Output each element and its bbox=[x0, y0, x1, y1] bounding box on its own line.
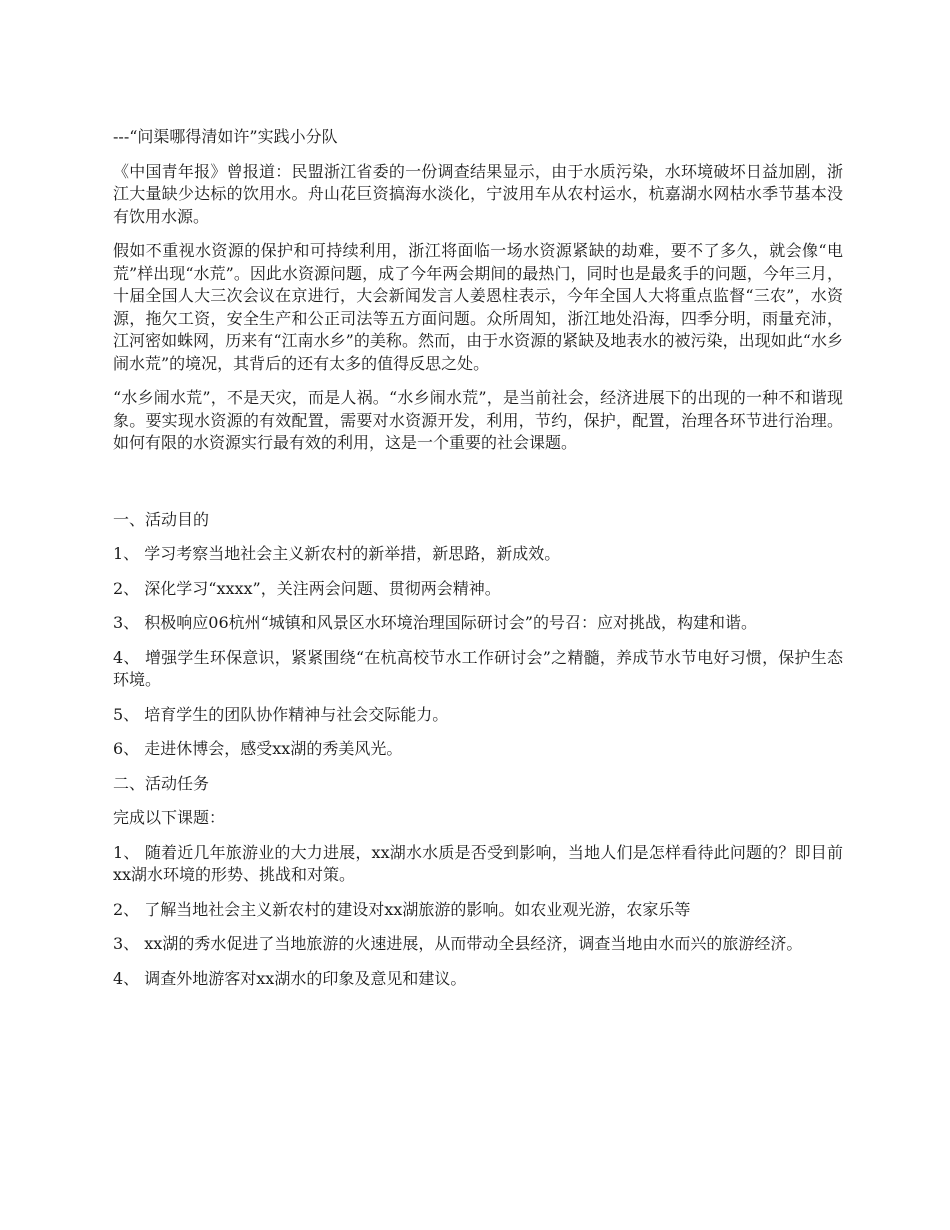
tasks-lead: 完成以下课题： bbox=[113, 808, 226, 827]
goal-item-3: 3、 积极响应06杭州“城镇和风景区水环境治理国际研讨会”的号召：应对挑战，构建和谐。 bbox=[113, 613, 757, 632]
document-page bbox=[113, 126, 843, 1002]
paragraph-1: 《中国青年报》曾报道：民盟浙江省委的一份调查结果显示，由于水质污染，水环境破坏日益加剧，浙江大量缺少达标的饮用水。舟山花巨资搞海水淡化，宁波用车从农村运水，杭嘉湖水网枯水季节基本没有饮用水源。 bbox=[113, 161, 843, 226]
section-heading-tasks: 二、活动任务 bbox=[113, 773, 210, 793]
goal-item-5: 5、 培育学生的团队协作精神与社会交际能力。 bbox=[113, 704, 449, 724]
goal-item-4: 4、 增强学生环保意识，紧紧围绕“在杭高校节水工作研讨会”之精髓，养成节水节电好习惯，保护生态环境。 bbox=[113, 647, 843, 689]
task-item-2: 2、 了解当地社会主义新农村的建设对xx湖旅游的影响。如农业观光游，农家乐等 bbox=[113, 899, 691, 919]
intro-line: ---“问渠哪得清如许”实践小分队 bbox=[113, 127, 338, 146]
task-item-1: 1、 随着近几年旅游业的大力进展，xx湖水水质是否受到影响，当地人们是怎样看待此问题的？即目前xx湖水环境的形势、挑战和对策。 bbox=[113, 842, 843, 884]
task-item-4: 4、 调查外地游客对xx湖水的印象及意见和建议。 bbox=[113, 968, 467, 988]
paragraph-2: 假如不重视水资源的保护和可持续利用，浙江将面临一场水资源紧缺的劫难，要不了多久，就会像“电荒”样出现“水荒”。因此水资源问题，成了今年两会期间的最热门，同时也是最炙手的问题，今年三月，十届全国人大三次会议在京进行，大会新闻发言人姜恩柱表示，今年全国人大将重点监督“三农”，水资源，拖欠工资，安全生产和公正司法等五方面问题。众所周知，浙江地处沿海，四季分明，雨量充沛，江河密如蛛网，历来有“江南水乡”的美称。然而，由于水资源的紧缺及地表水的被污染，出现如此“水乡闹水荒”的境况，其背后的还有太多的值得反思之处。 bbox=[113, 241, 843, 373]
goal-item-1: 1、 学习考察当地社会主义新农村的新举措，新思路，新成效。 bbox=[113, 544, 561, 563]
goal-item-2: 2、 深化学习“xxxx”，关注两会问题、贯彻两会精神。 bbox=[113, 578, 501, 598]
section-spacer bbox=[113, 467, 843, 509]
paragraph-3: “水乡闹水荒”，不是天灾，而是人祸。“水乡闹水荒”，是当前社会，经济进展下的出现的一种不和谐现象。要实现水资源的有效配置，需要对水资源开发，利用，节约，保护，配置，治理各环节进行治理。如何有限的水资源实行最有效的利用，这是一个重要的社会课题。 bbox=[113, 388, 843, 452]
goal-item-6: 6、 走进休博会，感受xx湖的秀美风光。 bbox=[113, 739, 403, 758]
section-heading-goals: 一、活动目的 bbox=[113, 509, 210, 529]
task-item-3: 3、 xx湖的秀水促进了当地旅游的火速进展，从而带动全县经济，调查当地由水而兴的旅游经济。 bbox=[113, 934, 803, 953]
